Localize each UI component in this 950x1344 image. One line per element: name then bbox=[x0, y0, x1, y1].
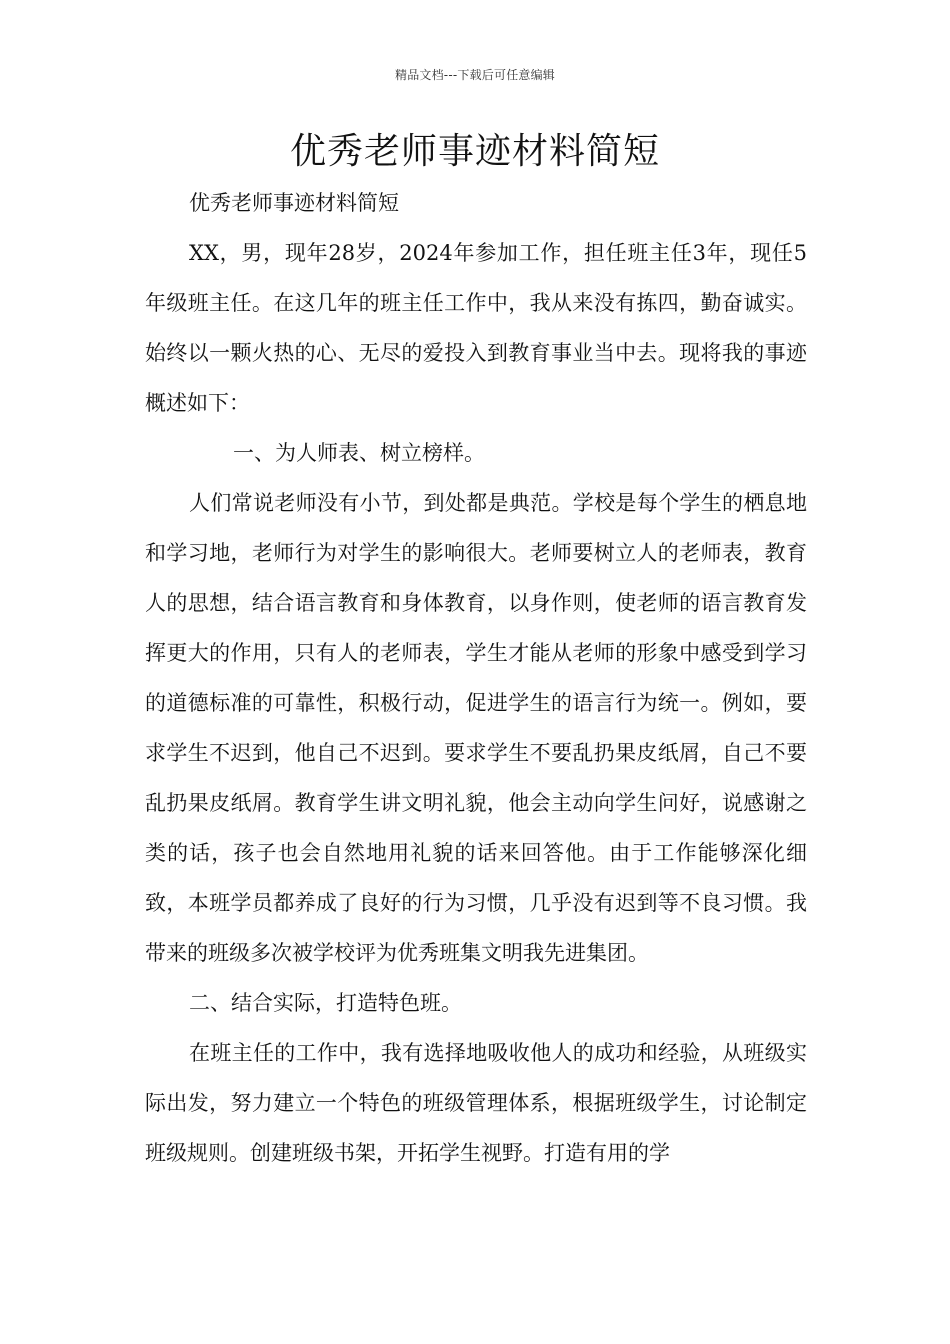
section-heading-one: 一、为人师表、树立榜样。 bbox=[233, 441, 485, 465]
document-title: 优秀老师事迹材料简短 bbox=[289, 131, 660, 172]
document-body bbox=[145, 178, 807, 1178]
section-one-paragraph: 人们常说老师没有小节，到处都是典范。学校是每个学生的栖息地和学习地，老师行为对学生的影响很大。老师要树立人的老师表，教育人的思想，结合语言教育和身体教育，以身作则，使老师的语言教育发挥更大的作用，只有人的老师表，学生才能从老师的形象中感受到学习的道德标准的可靠性，积极行动，促进学生的语言行为统一。例如，要求学生不迟到，他自己不迟到。要求学生不要乱扔果皮纸屑，自己不要乱扔果皮纸屑。教育学生讲文明礼貌，他会主动向学生问好，说感谢之类的话，孩子也会自然地用礼貌的话来回答他。由于工作能够深化细致，本班学员都养成了良好的行为习惯，几乎没有迟到等不良习惯。我带来的班级多次被学校评为优秀班集文明我先进集团。 bbox=[145, 491, 807, 965]
section-two-paragraph: 在班主任的工作中，我有选择地吸收他人的成功和经验，从班级实际出发，努力建立一个特色的班级管理体系，根据班级学生，讨论制定班级规则。创建班级书架，开拓学生视野。打造有用的学 bbox=[145, 1041, 807, 1165]
intro-paragraph: XX，男，现年28岁，2024年参加工作，担任班主任3年，现任5年级班主任。在这几年的班主任工作中，我从来没有拣四，勤奋诚实。始终以一颗火热的心、无尽的爱投入到教育事业当中去。现将我的事迹概述如下： bbox=[145, 241, 807, 415]
header-note: 精品文档---下载后可任意编辑 bbox=[395, 68, 555, 82]
section-heading-two: 二、结合实际，打造特色班。 bbox=[189, 991, 462, 1015]
document-subtitle: 优秀老师事迹材料简短 bbox=[189, 191, 399, 215]
